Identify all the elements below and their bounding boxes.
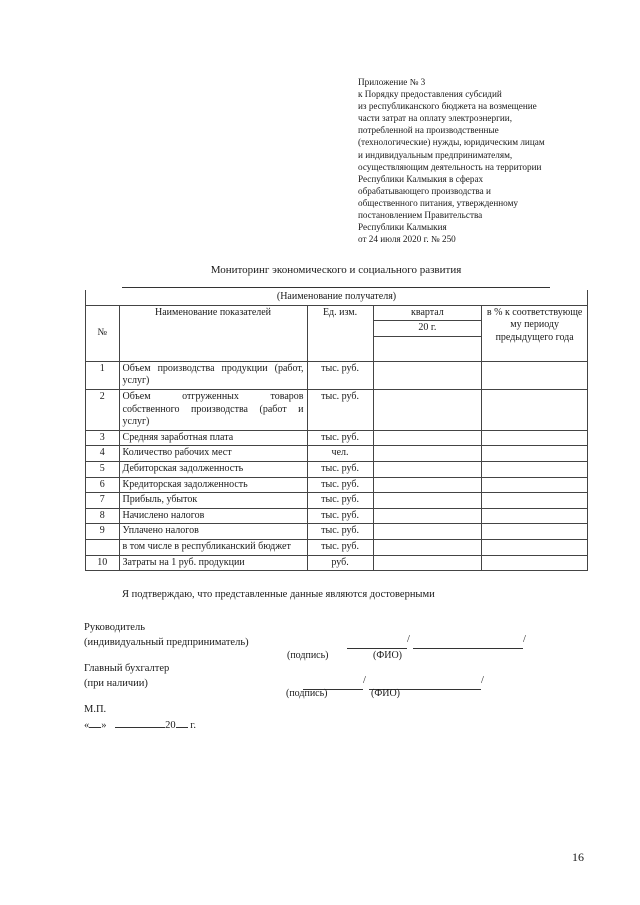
row-percent-value[interactable] [482,555,588,571]
header-quarter [373,305,482,361]
table-row [86,361,588,389]
row-quarter-value[interactable] [373,555,482,571]
appendix-line: Приложение № 3 [358,77,426,87]
row-percent-value[interactable] [482,493,588,509]
recipient-caption: (Наименование получателя) [86,290,588,305]
row-quarter-value[interactable] [373,461,482,477]
page-number: 16 [572,850,584,864]
table-row [86,493,588,509]
accountant-slash: / [363,675,366,686]
table-row [86,524,588,540]
row-name: Затраты на 1 руб. продукции [119,555,307,571]
row-percent-value[interactable] [482,430,588,446]
row-num: 2 [86,389,120,430]
row-quarter-value[interactable] [373,430,482,446]
appendix-line: (технологические) нужды, юридическим лицам [358,137,545,148]
row-num: 4 [86,446,120,462]
table-row [86,477,588,493]
table-row [86,539,588,555]
table-row [86,461,588,477]
header-name: Наименование показателей [119,305,307,361]
accountant-signature-caption: (подпись) [286,688,328,699]
head-fio-caption: (ФИО) [373,650,403,661]
quarter-year: 20 г. [374,321,482,337]
row-percent-value[interactable] [482,389,588,430]
row-num: 8 [86,508,120,524]
table-header-row [86,305,588,361]
row-unit: тыс. руб. [307,461,373,477]
appendix-line: Республики Калмыкия [358,222,447,233]
date-day-field[interactable] [89,717,101,728]
row-quarter-value[interactable] [373,389,482,430]
row-quarter-value[interactable] [373,524,482,540]
row-num [86,539,120,555]
row-unit: тыс. руб. [307,508,373,524]
recipient-name-line[interactable] [122,287,550,288]
appendix-line: Республики Калмыкия в сферах [358,173,484,184]
row-unit: тыс. руб. [307,539,373,555]
row-num: 7 [86,493,120,509]
row-unit: тыс. руб. [307,477,373,493]
row-quarter-value[interactable] [373,446,482,462]
table-row [86,508,588,524]
stamp-label: М.П. [84,704,107,715]
row-name: Дебиторская задолженность [119,461,307,477]
row-quarter-value[interactable] [373,508,482,524]
row-name: Количество рабочих мест [119,446,307,462]
row-percent-value[interactable] [482,539,588,555]
row-percent-value[interactable] [482,508,588,524]
row-num: 3 [86,430,120,446]
head-title: Руководитель [84,622,145,633]
table-row [86,430,588,446]
row-quarter-value[interactable] [373,493,482,509]
head-subtitle: (индивидуальный предприниматель) [84,637,249,648]
accountant-block [84,661,169,691]
appendix-line: общественного питания, утвержденному [358,197,518,208]
row-unit: тыс. руб. [307,361,373,389]
row-name: Уплачено налогов [119,524,307,540]
row-num: 1 [86,361,120,389]
header-unit: Ед. изм. [307,305,373,361]
row-percent-value[interactable] [482,361,588,389]
row-num: 9 [86,524,120,540]
head-signature-caption: (подпись) [287,650,329,661]
row-percent-value[interactable] [482,446,588,462]
accountant-subtitle: (при наличии) [84,678,148,689]
appendix-header [358,76,598,245]
head-slash: / [407,634,410,645]
row-percent-value[interactable] [482,461,588,477]
head-fio-field[interactable] [413,648,523,649]
appendix-line: из республиканского бюджета на возмещение [358,101,537,112]
row-quarter-value[interactable] [373,539,482,555]
header-num: № [86,305,120,361]
row-num: 10 [86,555,120,571]
row-num: 5 [86,461,120,477]
date-open-quote: « [84,720,90,731]
monitoring-table [85,290,588,571]
row-percent-value[interactable] [482,477,588,493]
accountant-title: Главный бухгалтер [84,663,170,674]
row-name: Объем производства продукции (работ, услуг) [119,361,307,389]
appendix-line: и индивидуальным предпринимателям, [358,149,513,160]
appendix-line: части затрат на оплату электроэнергии, [358,113,512,124]
table-row [86,555,588,571]
table-row [86,446,588,462]
appendix-line: постановлением Правительства [358,210,483,221]
row-quarter-value[interactable] [373,361,482,389]
date-line [84,717,196,733]
recipient-row [86,290,588,305]
accountant-fio-caption: (ФИО) [371,688,401,699]
row-name: Средняя заработная плата [119,430,307,446]
head-block [84,620,249,650]
quarter-label: квартал [374,307,482,322]
table-row [86,389,588,430]
head-slash-end: / [523,634,526,645]
appendix-line: осуществляющим деятельность на территории [358,161,542,172]
appendix-line: обрабатывающего производства и [358,185,491,196]
appendix-line: потребленной на производственные [358,125,499,136]
document-title: Мониторинг экономического и социального развития [210,264,462,276]
row-unit: руб. [307,555,373,571]
row-unit: тыс. руб. [307,430,373,446]
row-name: Кредиторская задолженность [119,477,307,493]
confirmation-statement: Я подтверждаю, что представленные данные являются достоверными [122,589,435,600]
row-unit: тыс. руб. [307,493,373,509]
header-percent: в % к соответствующе му периоду предыдущего года [482,305,588,361]
date-close-quote: » [101,720,107,731]
row-name: Объем отгруженных товаров собственного производства (работ и услуг) [119,389,307,430]
row-unit: чел. [307,446,373,462]
appendix-line: к Порядку предоставления субсидий [358,89,502,100]
appendix-line: от 24 июля 2020 г. № 250 [358,234,456,245]
head-signature-field[interactable] [347,648,407,649]
date-year-prefix: 20 [165,720,176,731]
row-name: Начислено налогов [119,508,307,524]
date-year-field[interactable] [176,717,188,728]
row-percent-value[interactable] [482,524,588,540]
row-num: 6 [86,477,120,493]
date-year-suffix: г. [187,720,196,731]
row-unit: тыс. руб. [307,389,373,430]
accountant-slash-end: / [481,675,484,686]
row-name: Прибыль, убыток [119,493,307,509]
row-unit: тыс. руб. [307,524,373,540]
row-name: в том числе в республиканский бюджет [119,539,307,555]
date-month-field[interactable] [115,717,165,728]
row-quarter-value[interactable] [373,477,482,493]
